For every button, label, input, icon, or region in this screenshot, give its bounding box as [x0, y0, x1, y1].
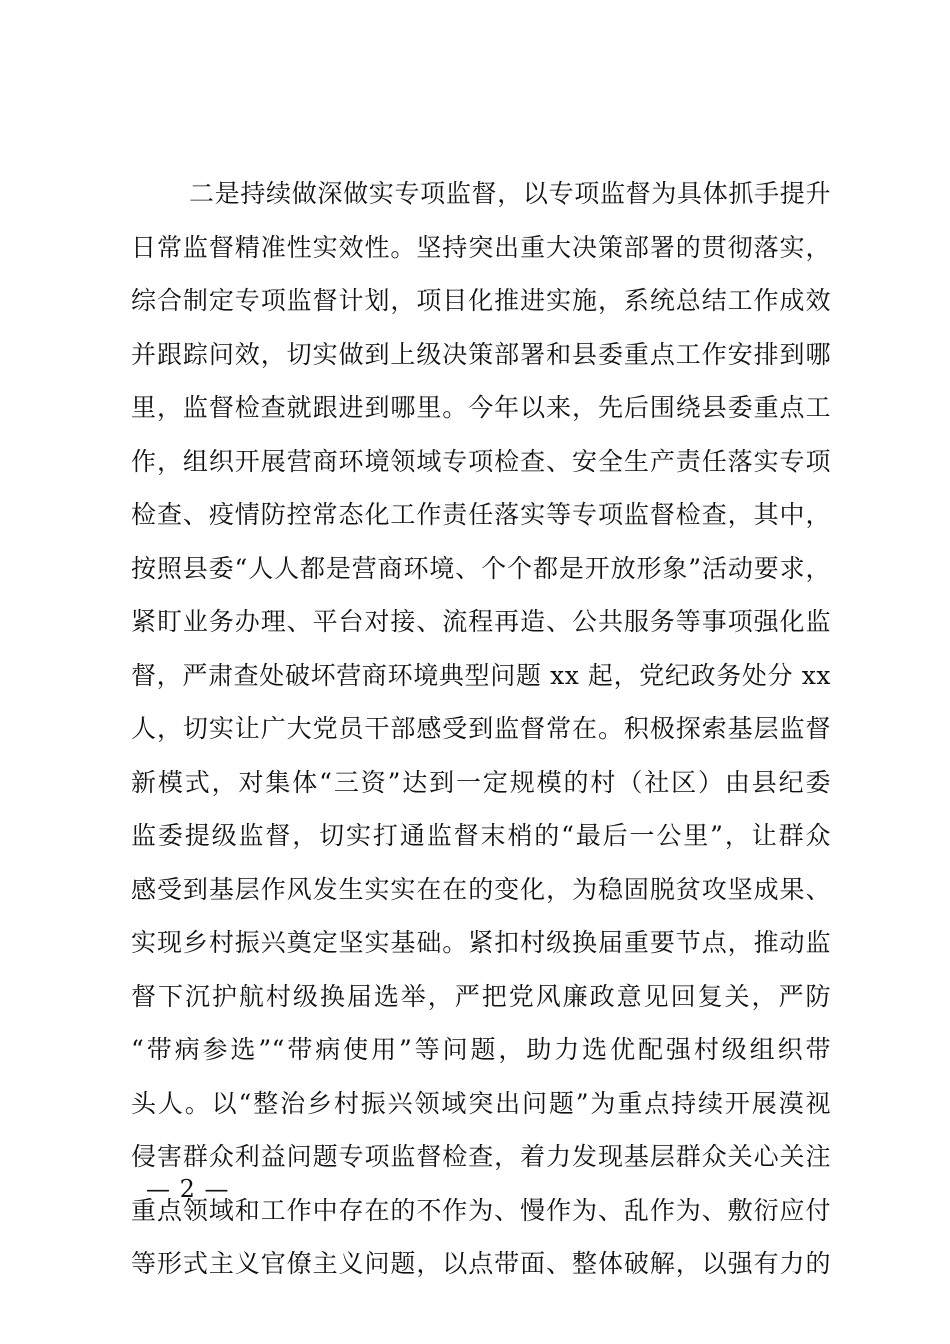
- text-line: 督下沉护航村级换届选举，严把党风廉政意见回复关，严防: [131, 981, 831, 1011]
- text-line: “带病参选”“带病使用”等问题，助力选优配强村级组织带: [131, 1035, 831, 1064]
- text-line: 并跟踪问效，切实做到上级决策部署和县委重点工作安排到哪: [131, 339, 831, 369]
- body-paragraph: [131, 174, 831, 1298]
- text-line: 监委提级监督，切实打通监督末梢的“最后一公里”，让群众: [131, 821, 831, 850]
- text-line: 等形式主义官僚主义问题，以点带面、整体破解，以强有力的: [131, 1249, 831, 1278]
- text-line: 作，组织开展营商环境领域专项检查、安全生产责任落实专项: [131, 446, 831, 476]
- text-line: 二是持续做深做实专项监督，以专项监督为具体抓手提升: [189, 179, 831, 208]
- page-number: — 2 —: [146, 1175, 230, 1203]
- text-line: 侵害群众利益问题专项监督检查，着力发现基层群众关心关注: [131, 1142, 831, 1171]
- text-line: 实现乡村振兴奠定坚实基础。紧扣村级换届重要节点，推动监: [131, 928, 831, 957]
- text-line: 检查、疫情防控常态化工作责任落实等专项监督检查，其中，: [131, 500, 831, 529]
- text-line: 里，监督检查就跟进到哪里。今年以来，先后围绕县委重点工: [131, 393, 831, 422]
- text-line: 新模式，对集体“三资”达到一定规模的村（社区）由县纪委: [131, 767, 831, 797]
- text-line: 感受到基层作风发生实实在在的变化，为稳固脱贫攻坚成果、: [131, 874, 831, 904]
- text-line: 紧盯业务办理、平台对接、流程再造、公共服务等事项强化监: [131, 607, 831, 636]
- text-line: 头人。以“整治乡村振兴领域突出问题”为重点持续开展漠视: [131, 1088, 831, 1118]
- text-line: 综合制定专项监督计划，项目化推进实施，系统总结工作成效: [131, 286, 831, 315]
- text-line: 人，切实让广大党员干部感受到监督常在。积极探索基层监督: [131, 714, 831, 743]
- text-line: 日常监督精准性实效性。坚持突出重大决策部署的贯彻落实，: [131, 232, 831, 262]
- text-line: 督，严肃查处破坏营商环境典型问题 xx 起，党纪政务处分 xx: [131, 660, 831, 690]
- text-line: 按照县委“人人都是营商环境、个个都是开放形象”活动要求，: [131, 553, 831, 583]
- text-line: 重点领域和工作中存在的不作为、慢作为、乱作为、敷衍应付: [131, 1195, 831, 1225]
